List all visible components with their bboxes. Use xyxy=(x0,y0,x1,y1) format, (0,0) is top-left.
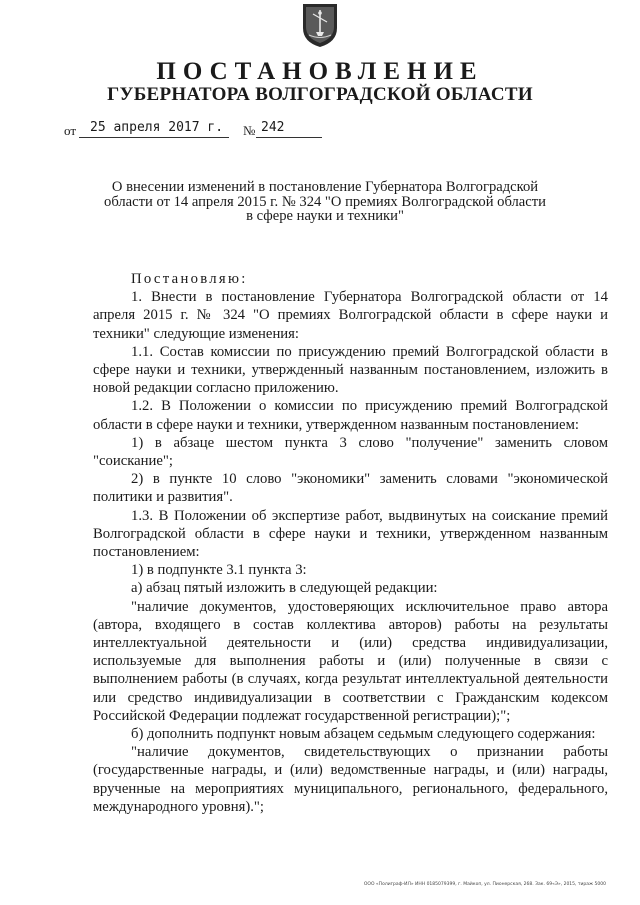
body-paragraph: а) абзац пятый изложить в следующей редакции: xyxy=(131,580,438,597)
number-label: № xyxy=(243,123,256,138)
subject-line: области от 14 апреля 2015 г. № 324 "О премиях Волгоградской области xyxy=(104,193,546,210)
date-number-line xyxy=(0,118,640,144)
body-paragraph: "наличие документов, свидетельствующих о признании работы (государственные награды, и (или) ведомственные награды, и (или) награды, врученные на мероприятиях муниципального, регионального, федерального, международного уровня)."; xyxy=(93,744,608,815)
document-body xyxy=(93,270,608,816)
body-paragraph: б) дополнить подпункт новым абзацем седьмым следующего содержания: xyxy=(131,726,596,743)
document-subtitle: ГУБЕРНАТОРА ВОЛГОГРАДСКОЙ ОБЛАСТИ xyxy=(107,84,533,105)
date-underline xyxy=(79,137,229,138)
subject-line: в сфере науки и техники" xyxy=(246,208,404,224)
decree-opening: Постановляю: xyxy=(131,271,248,287)
number-underline xyxy=(256,137,322,138)
volgograd-coat-of-arms-icon xyxy=(299,2,341,48)
printer-imprint: ООО «Полиграф-ИЛ» ИНН 0185079399, г. Майкоп, ул. Пионерская, 268. Зак. 69«Э», 2015, тираж 5000 xyxy=(363,882,606,887)
body-paragraph: 1.1. Состав комиссии по присуждению премий Волгоградской области в сфере науки и техники, утвержденный названным постановлением, изложить в новой редакции согласно приложению. xyxy=(93,343,608,397)
body-paragraph: 1.2. В Положении о комиссии по присуждению премий Волгоградской области в сфере науки и техники, утвержденном названным постановлением: xyxy=(93,398,608,433)
from-label: от xyxy=(64,123,77,138)
body-paragraph: 1) в подпункте 3.1 пункта 3: xyxy=(131,562,307,579)
body-paragraph: 1.3. В Положении об экспертизе работ, выдвинутых на соискание премий Волгоградской области в сфере науки и техники, утвержденном названным постановлением: xyxy=(93,507,608,561)
document-number: 242 xyxy=(261,120,285,135)
body-paragraph: 1) в абзаце шестом пункта 3 слово "получение" заменить словом "соискание"; xyxy=(93,434,608,470)
document-date: 25 апреля 2017 г. xyxy=(90,120,224,135)
subject-line: О внесении изменений в постановление Губернатора Волгоградской xyxy=(111,179,539,195)
document-title: ПОСТАНОВЛЕНИЕ xyxy=(156,58,484,85)
body-paragraph: 1. Внести в постановление Губернатора Волгоградской области от 14 апреля 2015 г. № 324 "О премиях Волгоградской области в сфере науки и техники" следующие изменения: xyxy=(93,289,608,342)
body-paragraph: 2) в пункте 10 слово "экономики" заменить словами "экономической политики и развития". xyxy=(93,471,608,506)
document-subject xyxy=(80,180,570,224)
body-paragraph: "наличие документов, удостоверяющих исключительное право автора (автора, входящего в состав коллектива авторов) работы на результаты интеллектуальной деятельности и (или) средства индивидуализации, используемые для выполнения работы и (или) полученные в связи с выполнением работы (в случаях, когда результат интеллектуальной деятельности или средство индивидуализации в соответствии с Гражданским кодексом Российской Федерации подлежат государственной регистрации);"; xyxy=(93,598,608,724)
